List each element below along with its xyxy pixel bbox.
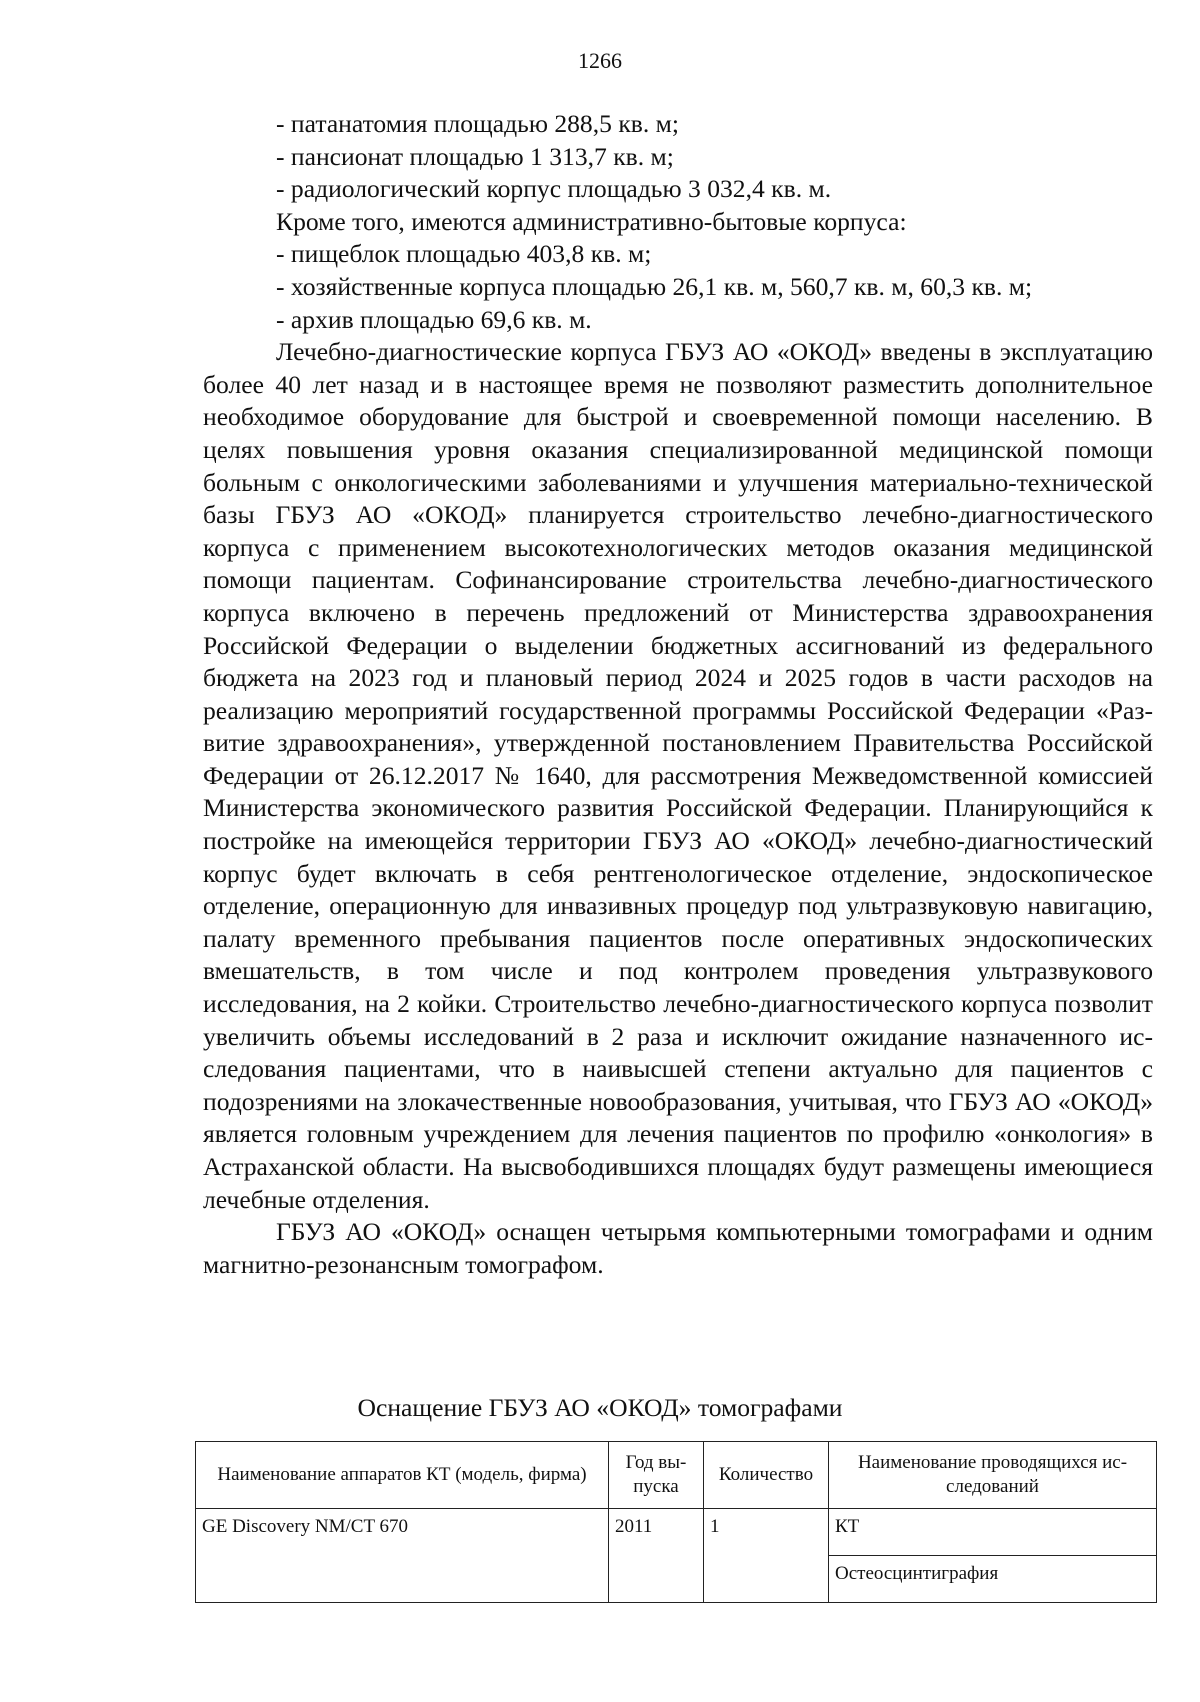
cell-study: КТ bbox=[829, 1509, 1157, 1556]
list-item: - архив площадью 69,6 кв. м. bbox=[276, 304, 592, 334]
equipment-paragraph: ГБУЗ АО «ОКОД» оснащен четырьмя компьютерными томографами и одним магнитно-резонансным томографом. bbox=[203, 1217, 1153, 1279]
list-item: - пансионат площадью 1 313,7 кв. м; bbox=[276, 141, 674, 171]
table-row bbox=[196, 1509, 1157, 1556]
header-year: Год выпуска bbox=[609, 1442, 704, 1509]
document-body bbox=[203, 108, 1153, 1281]
header-count: Количество bbox=[704, 1442, 829, 1509]
list-item: - патанатомия площадью 288,5 кв. м; bbox=[276, 109, 679, 138]
header-studies: Наименование проводящихся исследований bbox=[829, 1442, 1157, 1509]
list-item: - пищеблок площадью 403,8 кв. м; bbox=[276, 239, 652, 269]
list-item: - радиологический корпус площадью 3 032,4 кв. м. bbox=[276, 174, 832, 204]
cell-count: 1 bbox=[704, 1509, 829, 1603]
equipment-table bbox=[195, 1441, 1157, 1603]
cell-year: 2011 bbox=[609, 1509, 704, 1603]
main-paragraph: Лечебно-диагностические корпуса ГБУЗ АО «ОКОД» введены в эксплуатацию более 40 лет назад и в настоящее время не позволяют разместить дополнительное необходимое оборудование для быстрой и своевременной помощи населению. В целях повышения уровня оказания специализированной медицинской помощи больным с онкологическими заболеваниями и улучшения материально-технической базы ГБУЗ АО «ОКОД» планируется строительство лечебно-диагностического корпуса с применением высокотехнологических методов оказания медицинской помощи пациентам. Софинансирование строительства лечебно-диагностического корпуса включено в перечень предложений от Министерства здравоохранения Российской Федерации о выделении бюджетных ассигнований из федерального бюджета на 2023 год и плановый период 2024 и 2025 годов в части расходов на реализацию мероприятий государственной программы Российской Федерации «Развитие здравоохранения», утвержденной постановлением Правительства Российской Федерации от 26.12.2017 № 1640, для рассмотрения Межведомственной комиссией Министерства экономического развития Российской Федерации. Планирующийся к постройке на имеющейся территории ГБУЗ АО «ОКОД» лечебно-диагностический корпус будет включать в себя рентгенологическое отделение, эндоскопическое отделение, операционную для инвазивных процедур под ультразвуковую навигацию, палату временного пребывания пациентов после оперативных эндоскопических вмешательств, в том числе и под контролем проведения ультразвукового исследования, на 2 койки. Строительство лечебно-диагностического корпуса позволит увеличить объемы исследований в 2 раза и исключит ожидание назначенного исследования пациентами, что в наивысшей степени актуально для пациентов с подозрениями на злокачественные новообразования, учитывая, что ГБУЗ АО «ОКОД» является головным учреждением для лечения пациентов по профилю «онкология» в Астраханской области. На высвободившихся площадях будут размещены имеющиеся лечебные отделения. bbox=[203, 337, 1153, 1214]
admin-intro: Кроме того, имеются административно-бытовые корпуса: bbox=[276, 206, 907, 236]
header-device-name: Наименование аппаратов КТ (модель, фирма) bbox=[196, 1442, 609, 1509]
list-item: - хозяйственные корпуса площадью 26,1 кв. м, 560,7 кв. м, 60,3 кв. м; bbox=[276, 271, 1033, 301]
page-number: 1266 bbox=[578, 48, 622, 73]
cell-study: Остеосцинтиграфия bbox=[829, 1556, 1157, 1603]
table-title: Оснащение ГБУЗ АО «ОКОД» томографами bbox=[357, 1393, 843, 1422]
cell-device-name: GE Discovery NM/CT 670 bbox=[196, 1509, 609, 1603]
table-header-row bbox=[196, 1442, 1157, 1509]
